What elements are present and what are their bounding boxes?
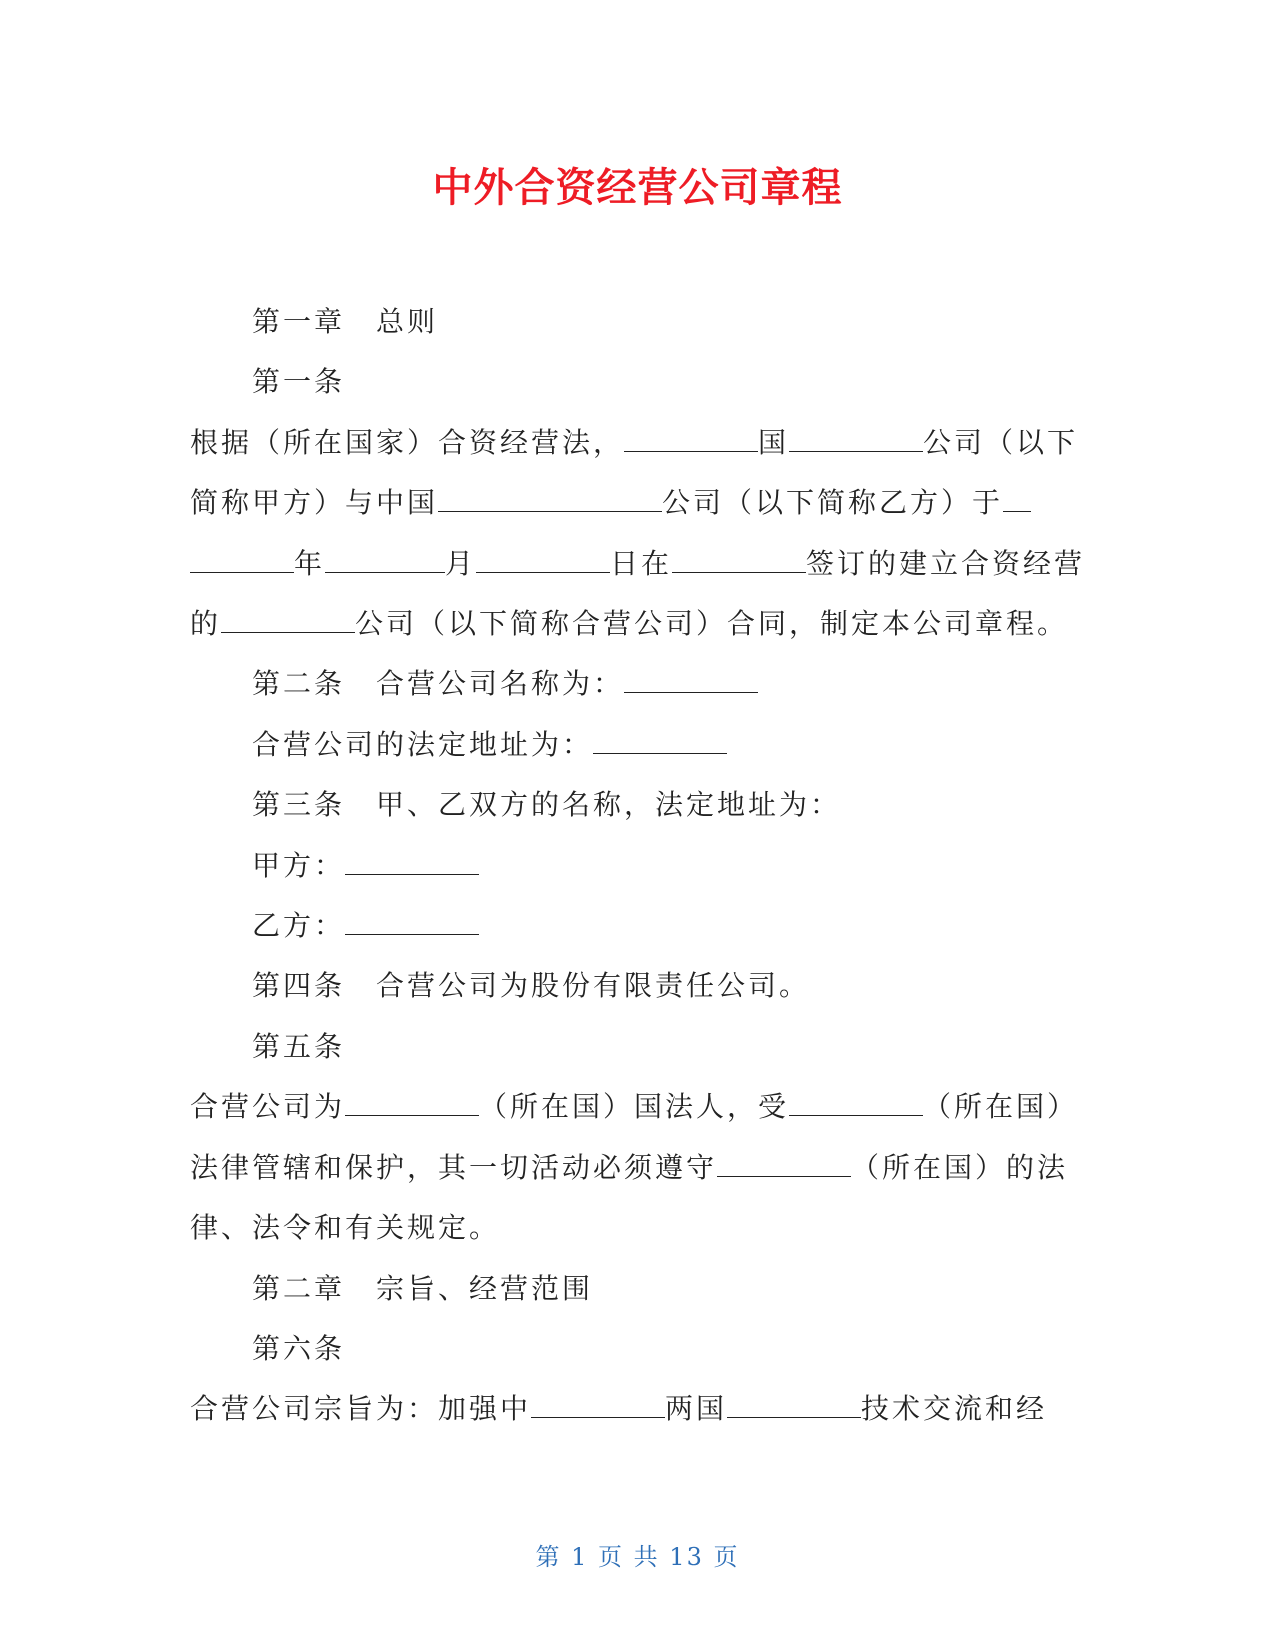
blank-line bbox=[789, 1093, 923, 1116]
blank-line bbox=[190, 550, 294, 573]
text-segment: 合营公司宗旨为：加强中 bbox=[190, 1392, 532, 1426]
blank-line bbox=[672, 550, 806, 573]
article-paragraph bbox=[190, 413, 1090, 655]
text-segment: 合营公司的法定地址为： bbox=[252, 727, 594, 761]
text-segment: 乙方： bbox=[252, 909, 346, 943]
blank-line bbox=[345, 1093, 479, 1116]
blank-line bbox=[476, 550, 610, 573]
document-body bbox=[190, 292, 1090, 1440]
blank-line bbox=[624, 670, 758, 693]
text-segment: 国 bbox=[758, 425, 790, 459]
blank-line bbox=[438, 489, 662, 512]
article-label: 第五条 bbox=[252, 1029, 346, 1063]
text-segment: 两国 bbox=[665, 1392, 728, 1426]
blank-line bbox=[531, 1395, 665, 1418]
article-paragraph bbox=[190, 1077, 1090, 1258]
party-line bbox=[190, 896, 1090, 956]
blank-line bbox=[325, 550, 445, 573]
text-segment: （所在国）的法律、法令和有关规定。 bbox=[190, 1150, 1069, 1245]
text-segment: 月 bbox=[445, 546, 477, 580]
text-segment: 技术交流和经 bbox=[861, 1392, 1048, 1426]
text-segment: 公司（以下简称乙方）于 bbox=[662, 486, 1004, 520]
text-segment: （所在国）法律管辖和保护，其一切活动必须遵守 bbox=[190, 1090, 1079, 1184]
blank-line bbox=[593, 731, 727, 754]
article-paragraph bbox=[190, 654, 1090, 714]
document-title: 中外合资经营公司章程 bbox=[432, 165, 843, 211]
text-segment: （所在国）国法人，受 bbox=[479, 1090, 790, 1124]
article-paragraph bbox=[190, 715, 1090, 775]
text-segment: 甲方： bbox=[252, 848, 346, 882]
blank-line bbox=[624, 429, 758, 452]
blank-line bbox=[345, 912, 479, 935]
blank-line bbox=[717, 1154, 851, 1177]
text-segment: 公司（以下简称甲方）与中国 bbox=[190, 425, 1079, 520]
text-segment: 根据（所在国家）合资经营法， bbox=[190, 425, 625, 459]
text-segment: 公司（以下简称合营公司）合同，制定本公司章程。 bbox=[355, 607, 1069, 641]
text-segment: 日在 bbox=[610, 546, 673, 580]
blank-line bbox=[789, 429, 923, 452]
chapter-heading: 第二章 宗旨、经营范围 bbox=[252, 1271, 594, 1305]
text-segment: 合营公司为 bbox=[190, 1090, 346, 1124]
chapter-heading: 第一章 总则 bbox=[252, 305, 439, 338]
article-label: 第六条 bbox=[252, 1331, 346, 1365]
article-paragraph: 第三条 甲、乙双方的名称，法定地址为： bbox=[252, 788, 842, 822]
article-paragraph: 第四条 合营公司为股份有限责任公司。 bbox=[252, 969, 811, 1003]
party-line bbox=[190, 836, 1090, 896]
text-segment: 年 bbox=[294, 546, 326, 580]
blank-line bbox=[1003, 489, 1031, 512]
page-footer: 第 1 页 共 13 页 bbox=[535, 1543, 740, 1571]
blank-line bbox=[727, 1395, 861, 1418]
text-segment: 签订的建立合资经营的 bbox=[190, 546, 1086, 641]
article-paragraph bbox=[190, 1379, 1090, 1439]
text-segment: 第二条 合营公司名称为： bbox=[252, 667, 625, 701]
article-label: 第一条 bbox=[252, 365, 346, 399]
blank-line bbox=[345, 852, 479, 875]
blank-line bbox=[221, 610, 355, 633]
